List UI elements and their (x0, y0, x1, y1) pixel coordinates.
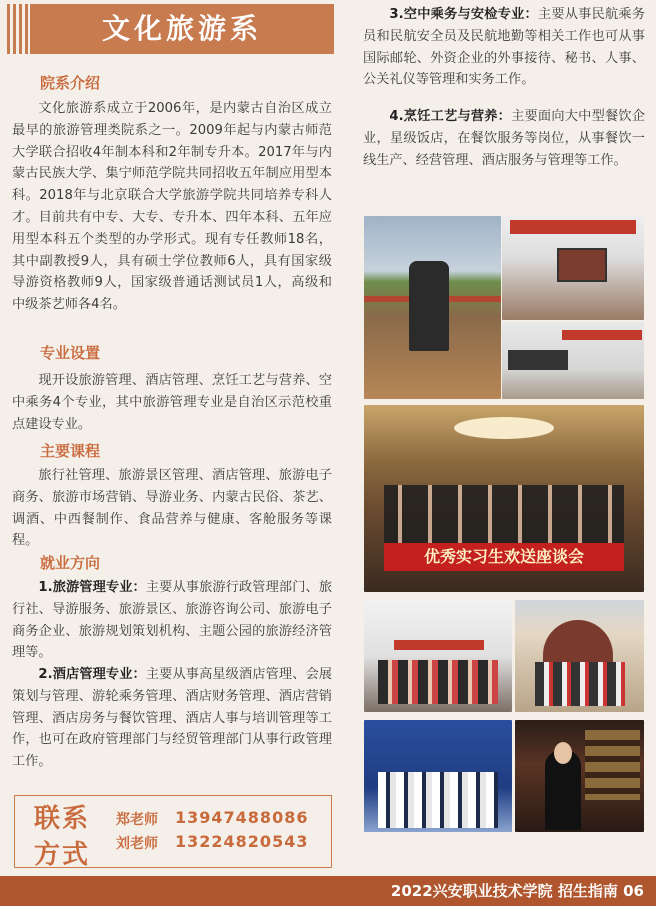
photo-gate-group (515, 600, 644, 712)
job-label: 1.旅游管理专业： (38, 580, 146, 595)
job-label: 2.酒店管理专业： (38, 667, 146, 682)
job-label: 4.烹饪工艺与营养： (389, 109, 512, 124)
intro-heading: 院系介绍 (40, 74, 101, 92)
contact-name: 郑老师 (116, 812, 158, 828)
job-item-tourism (12, 577, 332, 664)
footer-text: 2022兴安职业技术学院 招生指南 06 (390, 882, 644, 900)
photo-award-ceremony (364, 600, 512, 712)
courses-heading: 主要课程 (40, 442, 101, 460)
photo-hotel-training (502, 322, 644, 399)
job-item-aviation (363, 4, 645, 91)
photo-group-banquet (364, 405, 644, 592)
job-text: 主要从事民航乘务员和民航安全员及民航地勤等相关工作也可从事国际邮轮、外资企业的外事接待、秘书、人事、公关礼仪等管理和实务工作。 (363, 7, 646, 88)
photo-outdoor-bridge (364, 216, 501, 399)
job-label: 3.空中乘务与安检专业： (389, 7, 538, 22)
contact-label-line2: 方式 (34, 840, 91, 870)
photo-bartender (515, 720, 644, 832)
page-title: 文化旅游系 (101, 12, 262, 45)
contact-phone: 13224820543 (175, 832, 309, 851)
job-item-hotel (12, 664, 332, 773)
photo-competition-stage (364, 720, 512, 832)
job-item-culinary (363, 106, 645, 171)
job-text: 主要面向大中型餐饮企业，星级饭店，在餐饮服务等岗位，从事餐饮一线生产、经营管理、酒店服务与管理等工作。 (363, 109, 646, 168)
job-text: 主要从事高星级酒店管理、会展策划与管理、游轮乘务管理、酒店财务管理、酒店营销管理、酒店房务与餐饮管理、酒店人事与培训管理等工作，也可在政府管理部门与经贸管理部门从事行政管理工作。 (12, 667, 333, 770)
majors-text: 现开设旅游管理、酒店管理、烹饪工艺与营养、空中乘务4个专业，其中旅游管理专业是自治区示范校重点建设专业。 (12, 373, 332, 432)
photo-classroom-sign (502, 216, 644, 320)
jobs-heading: 就业方向 (40, 554, 101, 572)
courses-text: 旅行社管理、旅游景区管理、酒店管理、旅游电子商务、旅游市场营销、导游业务、内蒙古民俗、茶艺、调酒、中西餐制作、食品营养与健康、客舱服务等课程。 (12, 468, 332, 549)
majors-heading: 专业设置 (40, 344, 101, 362)
contact-label-line1: 联系 (34, 804, 91, 834)
contact-name: 刘老师 (116, 836, 158, 852)
intro-text: 文化旅游系成立于2006年，是内蒙古自治区成立最早的旅游管理类院系之一。2009年起与内蒙古师范大学联合招收4年制本科和2年制专升本。2017年与内蒙古民族大学、集宁师范学院共同招收五年制应用型本科。2018年与北京联合大学旅游学院共同培养专科人才。目前共有中专、大专、专升本、四年本科、五年应用型本科五个类型的办学形式。现有专任教师18名，其中副教授9人，具有硕士学位教师6人，具有国家级导游资格教师9人，国家级普通话测试员1人，高级和中级茶艺师各4名。 (12, 101, 332, 313)
job-text: 主要从事旅游行政管理部门、旅行社、导游服务、旅游景区、旅游咨询公司、旅游电子商务企业、旅游规划策划机构、主题公园的旅游经济管理等。 (12, 580, 333, 661)
contact-phone: 13947488086 (175, 808, 309, 827)
title-stripes-decoration (4, 4, 30, 54)
banquet-banner: 优秀实习生欢送座谈会 (384, 543, 624, 571)
